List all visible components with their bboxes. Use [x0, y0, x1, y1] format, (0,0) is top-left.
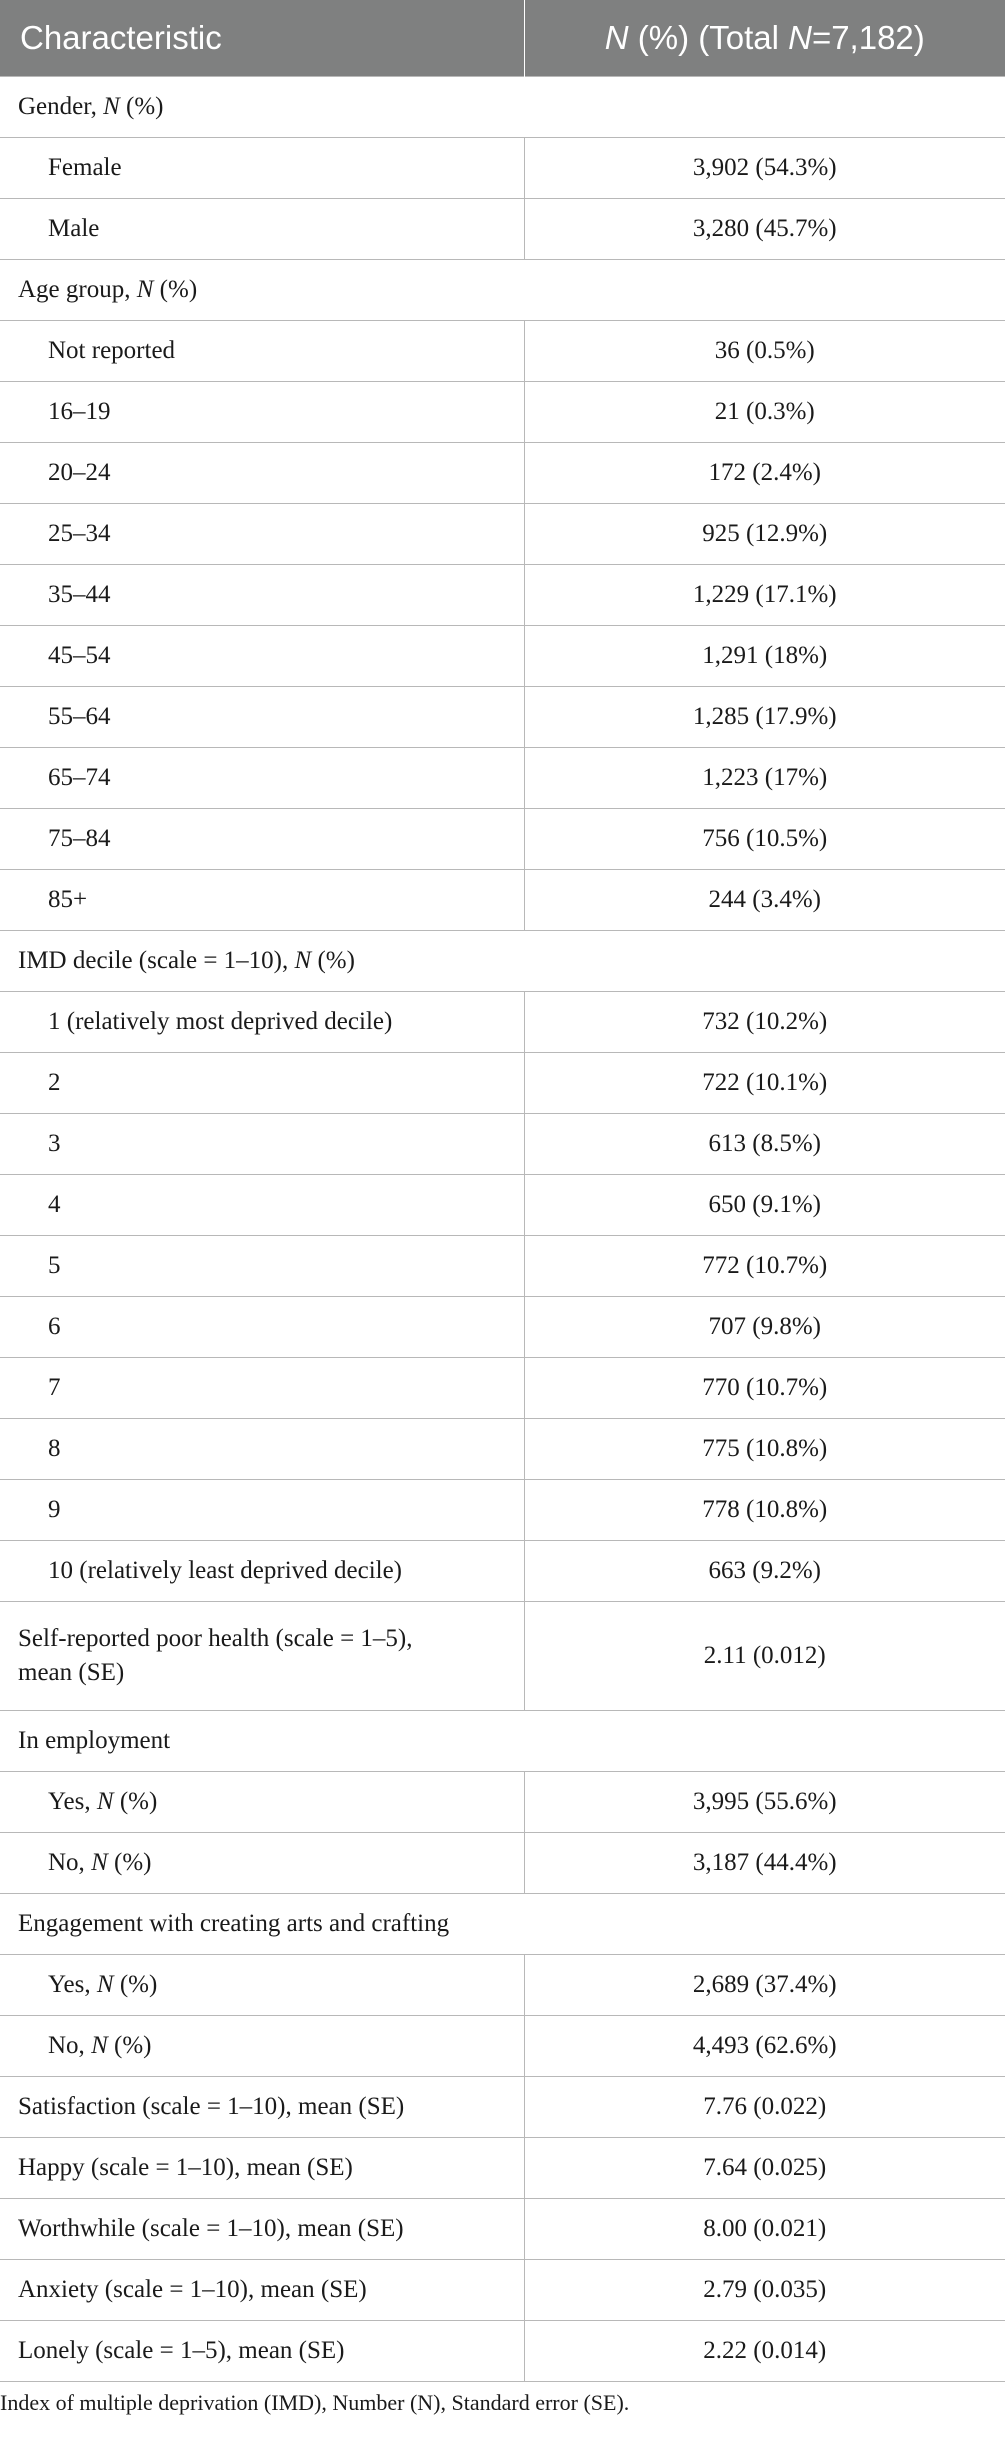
row-value: 732 (10.2%) — [524, 992, 1005, 1053]
row-value: 2,689 (37.4%) — [524, 1955, 1005, 2016]
section-row-imd — [0, 931, 1005, 992]
table-row — [0, 1541, 1005, 1602]
row-label-text: Yes, — [48, 1788, 97, 1816]
row-value: 770 (10.7%) — [524, 1358, 1005, 1419]
table-row — [0, 565, 1005, 626]
table-row — [0, 2077, 1005, 2138]
row-value: 2.22 (0.014) — [524, 2321, 1005, 2382]
table-row — [0, 1833, 1005, 1894]
table-row — [0, 2260, 1005, 2321]
table-header-row — [0, 0, 1005, 77]
row-label-n: N — [91, 1849, 108, 1877]
row-label: 8 — [0, 1419, 524, 1480]
table-row — [0, 809, 1005, 870]
section-row-age — [0, 260, 1005, 321]
header-n-total — [524, 0, 1005, 77]
row-label: 3 — [0, 1114, 524, 1175]
table-row — [0, 992, 1005, 1053]
row-label: 10 (relatively least deprived decile) — [0, 1541, 524, 1602]
section-row-employment — [0, 1711, 1005, 1772]
row-value: 650 (9.1%) — [524, 1175, 1005, 1236]
health-value: 2.11 (0.012) — [524, 1602, 1005, 1711]
table-row — [0, 199, 1005, 260]
table-row — [0, 1358, 1005, 1419]
row-value: 613 (8.5%) — [524, 1114, 1005, 1175]
table-footnote: Index of multiple deprivation (IMD), Number (N), Standard error (SE). — [0, 2390, 630, 2415]
table-row — [0, 443, 1005, 504]
row-label — [0, 1955, 524, 2016]
row-label: 45–54 — [0, 626, 524, 687]
section-label-employment: In employment — [0, 1711, 1005, 1772]
table-row — [0, 1955, 1005, 2016]
row-label: 4 — [0, 1175, 524, 1236]
table-row — [0, 870, 1005, 931]
table-row — [0, 138, 1005, 199]
row-label-suffix: (%) — [113, 1971, 158, 1999]
row-label: Male — [0, 199, 524, 260]
section-label-n: N — [136, 276, 154, 304]
row-label-text: No, — [48, 1849, 92, 1877]
row-value: 244 (3.4%) — [524, 870, 1005, 931]
row-value: 3,187 (44.4%) — [524, 1833, 1005, 1894]
row-value: 663 (9.2%) — [524, 1541, 1005, 1602]
section-row-gender — [0, 77, 1005, 138]
row-label — [0, 2016, 524, 2077]
table-row — [0, 1236, 1005, 1297]
table-row — [0, 626, 1005, 687]
row-value: 1,291 (18%) — [524, 626, 1005, 687]
row-value: 3,902 (54.3%) — [524, 138, 1005, 199]
row-value: 7.76 (0.022) — [524, 2077, 1005, 2138]
section-label-text: Gender, — [18, 93, 104, 121]
table-row-health — [0, 1602, 1005, 1711]
table-row — [0, 321, 1005, 382]
row-value: 756 (10.5%) — [524, 809, 1005, 870]
row-label: 55–64 — [0, 687, 524, 748]
section-label-suffix: (%) — [153, 276, 198, 304]
row-label-text: No, — [48, 2032, 92, 2060]
table-row — [0, 1419, 1005, 1480]
row-value: 7.64 (0.025) — [524, 2138, 1005, 2199]
row-label: 7 — [0, 1358, 524, 1419]
table-row — [0, 1772, 1005, 1833]
health-label — [0, 1602, 524, 1711]
header-n-text: (%) (Total — [628, 19, 789, 56]
row-label: Anxiety (scale = 1–10), mean (SE) — [0, 2260, 524, 2321]
table-row — [0, 1175, 1005, 1236]
table-row — [0, 2321, 1005, 2382]
row-value: 2.79 (0.035) — [524, 2260, 1005, 2321]
row-label-n: N — [96, 1971, 114, 1999]
row-value: 1,229 (17.1%) — [524, 565, 1005, 626]
table-row — [0, 1480, 1005, 1541]
row-label — [0, 1772, 524, 1833]
section-label-arts: Engagement with creating arts and crafting — [0, 1894, 1005, 1955]
table-row — [0, 2138, 1005, 2199]
row-label: Happy (scale = 1–10), mean (SE) — [0, 2138, 524, 2199]
row-value: 1,285 (17.9%) — [524, 687, 1005, 748]
row-label: 1 (relatively most deprived decile) — [0, 992, 524, 1053]
table-row — [0, 2199, 1005, 2260]
row-label-suffix: (%) — [113, 1788, 158, 1816]
row-label: Not reported — [0, 321, 524, 382]
row-label: 6 — [0, 1297, 524, 1358]
row-label-suffix: (%) — [107, 2032, 152, 2060]
header-total-n-italic: N — [788, 19, 812, 56]
row-value: 21 (0.3%) — [524, 382, 1005, 443]
header-total-value: =7,182) — [811, 19, 925, 56]
row-label: 25–34 — [0, 504, 524, 565]
row-label-n: N — [91, 2032, 108, 2060]
row-label: Satisfaction (scale = 1–10), mean (SE) — [0, 2077, 524, 2138]
row-label: 16–19 — [0, 382, 524, 443]
table-row — [0, 1297, 1005, 1358]
row-value: 4,493 (62.6%) — [524, 2016, 1005, 2077]
table-row — [0, 504, 1005, 565]
row-label: 5 — [0, 1236, 524, 1297]
section-label-n: N — [294, 947, 312, 975]
row-label: 2 — [0, 1053, 524, 1114]
row-value: 925 (12.9%) — [524, 504, 1005, 565]
table-row — [0, 1114, 1005, 1175]
row-label: 20–24 — [0, 443, 524, 504]
row-value: 172 (2.4%) — [524, 443, 1005, 504]
section-label-age — [0, 260, 1005, 321]
row-value: 3,280 (45.7%) — [524, 199, 1005, 260]
table-row — [0, 382, 1005, 443]
row-value: 8.00 (0.021) — [524, 2199, 1005, 2260]
row-value: 772 (10.7%) — [524, 1236, 1005, 1297]
header-characteristic: Characteristic — [0, 0, 524, 77]
row-value: 707 (9.8%) — [524, 1297, 1005, 1358]
row-label-n: N — [96, 1788, 114, 1816]
header-n-italic: N — [604, 19, 629, 56]
row-label — [0, 1833, 524, 1894]
section-label-gender — [0, 77, 1005, 138]
row-value: 722 (10.1%) — [524, 1053, 1005, 1114]
row-label: Lonely (scale = 1–5), mean (SE) — [0, 2321, 524, 2382]
row-label: 65–74 — [0, 748, 524, 809]
row-label: 85+ — [0, 870, 524, 931]
row-label-suffix: (%) — [107, 1849, 152, 1877]
row-label: Female — [0, 138, 524, 199]
row-value: 1,223 (17%) — [524, 748, 1005, 809]
table-row — [0, 2016, 1005, 2077]
table-row — [0, 748, 1005, 809]
section-label-imd — [0, 931, 1005, 992]
row-label: Worthwhile (scale = 1–10), mean (SE) — [0, 2199, 524, 2260]
section-label-suffix: (%) — [119, 93, 164, 121]
section-label-text: Age group, — [18, 276, 137, 304]
row-label: 75–84 — [0, 809, 524, 870]
row-value: 778 (10.8%) — [524, 1480, 1005, 1541]
table-row — [0, 687, 1005, 748]
section-label-n: N — [103, 93, 120, 121]
table-row — [0, 1053, 1005, 1114]
row-label: 9 — [0, 1480, 524, 1541]
row-value: 36 (0.5%) — [524, 321, 1005, 382]
row-label: 35–44 — [0, 565, 524, 626]
row-label-text: Yes, — [48, 1971, 97, 1999]
section-row-arts — [0, 1894, 1005, 1955]
health-label-line2: mean (SE) — [18, 1659, 125, 1686]
row-value: 775 (10.8%) — [524, 1419, 1005, 1480]
section-label-text: IMD decile (scale = 1–10), — [18, 947, 295, 975]
row-value: 3,995 (55.6%) — [524, 1772, 1005, 1833]
section-label-suffix: (%) — [311, 947, 355, 975]
health-label-line1: Self-reported poor health (scale = 1–5), — [18, 1625, 413, 1653]
